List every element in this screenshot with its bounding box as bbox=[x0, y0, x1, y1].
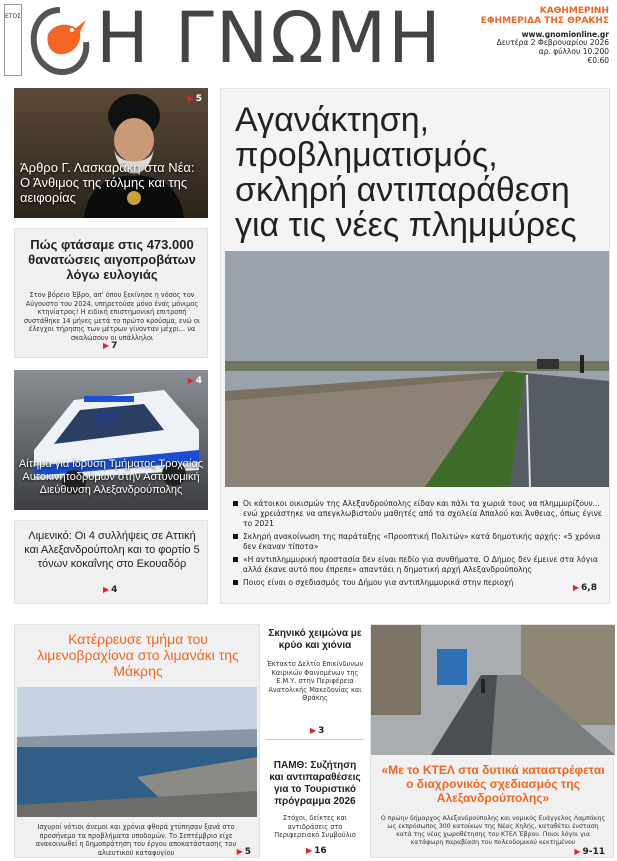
tagline-2: ΕΦΗΜΕΡΙΔΑ ΤΗΣ ΘΡΑΚΗΣ bbox=[480, 16, 609, 27]
website-link[interactable]: www.gnomionline.gr bbox=[521, 29, 609, 39]
breakwater-photo bbox=[17, 687, 257, 817]
issue-number: αρ. φύλλου 10.200 bbox=[538, 46, 609, 56]
flood-scene bbox=[225, 251, 609, 487]
issue-date: Δευτέρα 2 Φεβρουαρίου 2026 bbox=[496, 38, 609, 48]
lead-bullet: «Η αντιπλημμυρική προστασία δεν είναι πεδίο για συνθήματα. Ο Δήμος δεν έμεινε στα λόγια αλλά έκανε αυτό που έπρεπε» απαντάει η δημοτική αρχή Αλεξανδρούπολης bbox=[233, 555, 603, 575]
port-headline[interactable]: Λιμενικό: Οι 4 συλλήψεις σε Αττική και Αλεξανδρούπολη και το φορτίο 5 τόνων κοκαΐνης στο Εκουαδόρ bbox=[24, 530, 200, 570]
flood-photo bbox=[225, 251, 609, 487]
page-number: 7 bbox=[111, 341, 118, 351]
deaths-headline[interactable]: Πώς φτάσαμε στις 473.000 θανατώσεις αιγοπροβάτων λόγω ευλογιάς bbox=[28, 237, 196, 282]
lead-headline[interactable]: Αγανάκτηση, προβληματισμός, σκληρή αντιπαράθεση για τις νέες πλημμύρες bbox=[235, 101, 577, 244]
page-number: 4 bbox=[111, 585, 118, 595]
page-number: 9-11 bbox=[582, 847, 605, 857]
bishop-story[interactable] bbox=[14, 88, 208, 218]
arrow-icon: ▶ bbox=[187, 376, 194, 385]
lead-bullet: Ποιος είναι ο σχεδιασμός του Δήμου για αντιπλημμυρικά στην περιοχή bbox=[233, 578, 603, 588]
breakwater-story[interactable] bbox=[14, 624, 260, 858]
newspaper-title[interactable]: Η ΓΝΩΜΗ bbox=[96, 0, 443, 79]
pamth-page-ref bbox=[306, 846, 327, 856]
arrow-icon: ▶ bbox=[310, 726, 317, 735]
pamth-headline[interactable]: ΠΑΜΘ: Συζήτηση και αντιπαραθέσεις για το Τουριστικό πρόγραμμα 2026 bbox=[269, 760, 361, 807]
page-number: 4 bbox=[195, 376, 202, 386]
ktel-story[interactable] bbox=[370, 624, 614, 858]
harbour-scene bbox=[17, 687, 257, 817]
weather-page-ref bbox=[310, 726, 324, 736]
arrow-icon: ▶ bbox=[103, 341, 110, 350]
bishop-headline[interactable]: Άρθρο Γ. Λασκαράκη στα Νέα: Ο Άνθιμος της τόλμης και της αειφορίας bbox=[20, 160, 195, 205]
breakwater-headline[interactable]: Κατέρρευσε τμήμα του λιμενοβραχίονα στο λιμανάκι της Μάκρης bbox=[37, 631, 239, 679]
ktel-headline[interactable]: «Με το ΚΤΕΛ στα δυτικά καταστρέφεται ο διαχρονικός σχεδιασμός της Αλεξανδρούπολης» bbox=[381, 763, 605, 805]
deaths-story[interactable] bbox=[14, 228, 208, 358]
police-page-ref bbox=[188, 376, 202, 386]
page-number: 3 bbox=[318, 726, 325, 736]
ktel-page-ref bbox=[574, 847, 605, 857]
weather-text: Έκτακτο Δελτίο Επικίνδυνων Καιρικών Φαινομένων της Ε.Μ.Υ. στην Περιφέρεια Ανατολικής Μακεδονίας και Θράκης bbox=[266, 660, 364, 703]
masthead-info bbox=[459, 6, 609, 65]
bird-logo-icon bbox=[28, 4, 92, 76]
pamth-text: Στόχοι, δείκτες και αντιδράσεις στο Περιφερειακό Συμβούλιο bbox=[274, 814, 356, 840]
tagline-1: ΚΑΘΗΜΕΡΙΝΗ bbox=[539, 6, 609, 16]
bishop-page-ref bbox=[188, 94, 202, 104]
arrow-icon: ▶ bbox=[103, 585, 110, 594]
breakwater-page-ref bbox=[237, 847, 251, 857]
page-number: 6,8 bbox=[581, 583, 597, 593]
weather-story[interactable] bbox=[266, 628, 364, 740]
lead-page-ref bbox=[573, 583, 597, 593]
page-number: 5 bbox=[244, 847, 251, 857]
arrow-icon: ▶ bbox=[236, 847, 243, 856]
ktel-text: Ο πρώην δήμαρχος Αλεξανδρούπολης και νομικός Ευάγγελος Λαμπάκης ως εκπρόσωπος 300 κατοίκων της Νέας Χηλής, καταθέτει ένσταση κατά της νέας χωροθέτησης του ΚΤΕΛ Έβρου. Ποιοι λόγοι για κατάφωρη παραβίαση του πολεοδομικού κεκτημένου bbox=[380, 815, 606, 846]
lead-bullet: Σκληρή ανακοίνωση της παράταξης «Προοπτική Πολιτών» κατά δημοτικής αρχής: «5 χρόνια δεν έκαναν τίποτα» bbox=[233, 532, 603, 552]
arrow-icon: ▶ bbox=[306, 846, 313, 855]
port-page-ref bbox=[103, 585, 117, 595]
police-story[interactable] bbox=[14, 370, 208, 510]
lead-bullets bbox=[233, 499, 603, 588]
masthead bbox=[0, 0, 617, 80]
arrow-icon: ▶ bbox=[572, 583, 580, 592]
car-number: 011 bbox=[96, 410, 122, 424]
breakwater-text: Ισχυροί νότιοι άνεμοι και χρόνια φθορά χτύπησαν ξανά στο προσήνεμο τα προβλήματα υποδομών. Το Σεπτέμβριο είχε ανακοινωθεί η δημοπράτηση του έργου αποκατάστασης του αλιευτικού καταφυγίου bbox=[35, 823, 237, 857]
arrow-icon: ▶ bbox=[574, 847, 581, 856]
price: €0.60 bbox=[587, 55, 609, 65]
page-number: 16 bbox=[314, 846, 327, 856]
year-strip-label: ΕΤΟΣ bbox=[5, 13, 21, 20]
page-number: 5 bbox=[195, 94, 202, 104]
police-headline[interactable]: Αίτημα για ίδρυση Τμήματος Τροχαίας Αυτοκινητοδρόμων στην Αστυνομική Διεύθυνση Αλεξανδρούπολης bbox=[18, 458, 204, 496]
street-scene bbox=[371, 625, 615, 755]
lead-story[interactable] bbox=[220, 88, 610, 604]
weather-headline[interactable]: Σκηνικό χειμώνα με κρύο και χιόνια bbox=[268, 628, 362, 651]
street-photo bbox=[371, 625, 615, 755]
year-strip bbox=[4, 4, 22, 76]
deaths-page-ref bbox=[103, 341, 117, 351]
port-story[interactable] bbox=[14, 520, 208, 604]
deaths-text: Στον βόρειο Έβρο, απ' όπου ξεκίνησε η νόσος τον Αύγουστο του 2024, υπηρετούσε μόνο ένας μόνιμος κτηνίατρος! Η ειδική επιστημονική επιτροπή συστάθηκε 14 μήνες μετά το πρώτο κρούσμα, ενώ οι έλεγχοι τήρησης των μέτρων γίνονταν μέχρι... να σκαλώσουν οι υπάλληλοι bbox=[23, 291, 201, 342]
lead-bullet: Οι κάτοικοι οικισμών της Αλεξανδρούπολης είδαν και πάλι τα χωριά τους να πλημμυρίζουν... ενώ χρειάστηκε να απεγκλωβιστούν μαθητές από τα σχολεία Απαλού και Άνθειας, όπως έγινε το 2021 bbox=[233, 499, 603, 529]
arrow-icon: ▶ bbox=[187, 94, 194, 103]
pamth-story[interactable] bbox=[266, 760, 364, 858]
